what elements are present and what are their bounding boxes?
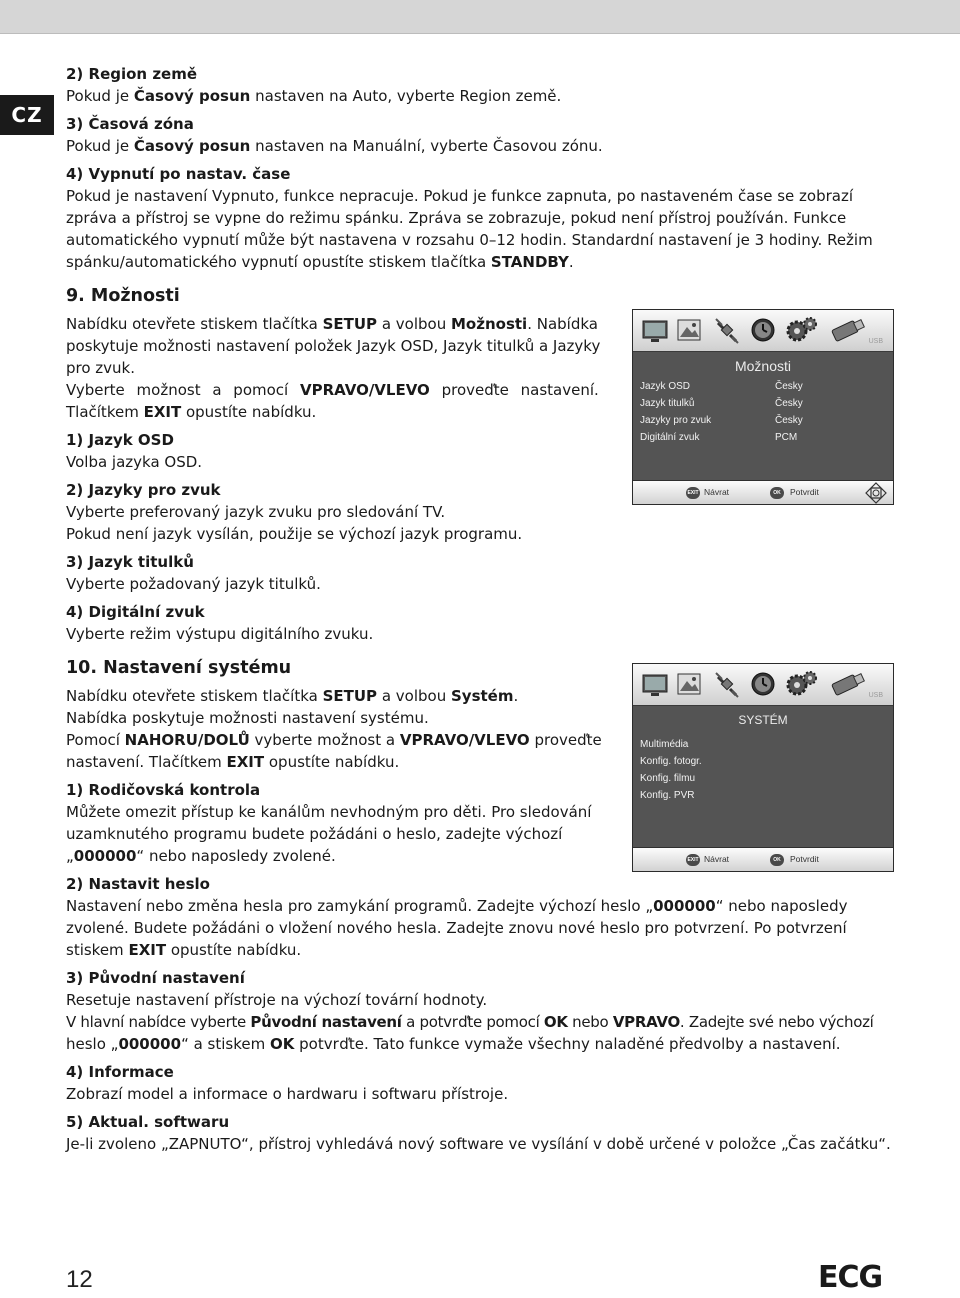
timezone-heading: 3) Časová zóna bbox=[66, 115, 194, 133]
set-password-heading: 2) Nastavit heslo bbox=[66, 875, 210, 893]
osd-system-screen bbox=[632, 663, 894, 872]
autooff-line-4: spánku/automatického vypnutí opustíte stiskem tlačítka STANDBY. bbox=[66, 253, 574, 271]
ok-key-icon: OK bbox=[770, 487, 784, 499]
osd-row-label[interactable]: Konfig. filmu bbox=[640, 773, 696, 784]
parental-line-2: uzamknutého programu budete požádáni o heslo, zadejte výchozí bbox=[66, 825, 563, 843]
password-line-1: Nastavení nebo změna hesla pro zamykání programů. Zadejte výchozí heslo „000000“ nebo naposledy bbox=[66, 897, 848, 915]
osd-language-heading: 1) Jazyk OSD bbox=[66, 431, 174, 449]
audio-language-heading: 2) Jazyky pro zvuk bbox=[66, 481, 221, 499]
s10-line-4: nastavení. Tlačítkem EXIT opustíte nabídku. bbox=[66, 753, 400, 771]
tv-icon bbox=[641, 669, 669, 699]
osd-row-label[interactable]: Jazyky pro zvuk bbox=[640, 415, 712, 426]
exit-key-icon: EXIT bbox=[686, 854, 700, 866]
osd-menu-icon-bar bbox=[633, 310, 893, 352]
satellite-icon bbox=[713, 669, 741, 699]
tv-icon bbox=[641, 315, 669, 345]
osd-row-value[interactable]: PCM bbox=[775, 432, 798, 443]
software-update-heading: 5) Aktual. softwaru bbox=[66, 1113, 230, 1131]
osd-options-screen bbox=[632, 309, 894, 505]
factory-reset-heading: 3) Původní nastavení bbox=[66, 969, 245, 987]
usb-icon bbox=[829, 669, 869, 699]
osd-row-value[interactable]: Česky bbox=[775, 381, 803, 392]
autooff-line-3: automatického vypnutí může být nastavena v rozsahu 0–12 hodin. Standardní nastavení je 3 hodiny. Režim bbox=[66, 231, 873, 249]
parental-line-3: „000000“ nebo naposledy zvolené. bbox=[66, 847, 336, 865]
osd-row-label[interactable]: Digitální zvuk bbox=[640, 432, 700, 443]
exit-key-icon: EXIT bbox=[686, 487, 700, 499]
osd-options-footer bbox=[633, 480, 893, 504]
top-strip bbox=[0, 0, 960, 34]
settings-gears-icon bbox=[783, 315, 819, 345]
s10-line-3: Pomocí NAHORU/DOLŮ vyberte možnost a VPRAVO/VLEVO proveďte bbox=[66, 731, 602, 749]
password-line-3: stiskem EXIT opustíte nabídku. bbox=[66, 941, 302, 959]
autooff-line-2: zpráva a přístroj se vypne do režimu spánku. Zpráva se zobrazuje, pokud není přístroj používán. Funkce bbox=[66, 209, 847, 227]
software-update-text: Je-li zvoleno „ZAPNUTO“, přístroj vyhledává nový software ve vysílání v době určené v položce „Čas začátku“. bbox=[66, 1135, 891, 1153]
osd-row-label[interactable]: Multimédia bbox=[640, 739, 689, 750]
subtitle-language-heading: 3) Jazyk titulků bbox=[66, 553, 194, 571]
s10-line-2: Nabídka poskytuje možnosti nastavení systému. bbox=[66, 709, 429, 727]
digital-audio-text: Vyberte režim výstupu digitálního zvuku. bbox=[66, 625, 374, 643]
osd-system-title: SYSTÉM bbox=[738, 713, 788, 727]
usb-label: USB bbox=[868, 692, 883, 699]
digital-audio-heading: 4) Digitální zvuk bbox=[66, 603, 205, 621]
confirm-label: Potvrdit bbox=[790, 487, 819, 497]
ok-key-icon: OK bbox=[770, 854, 784, 866]
brand-logo: ECG bbox=[818, 1260, 883, 1295]
reset-line-2: V hlavní nabídce vyberte Původní nastavení a potvrďte pomocí OK nebo VPRAVO. Zadejte své nebo výchozí bbox=[66, 1013, 874, 1031]
audio-language-text-1: Vyberte preferovaný jazyk zvuku pro sledování TV. bbox=[66, 503, 446, 521]
reset-line-3: heslo „000000“ a stiskem OK potvrďte. Tato funkce vymaže všechny naladěné předvolby a nastavení. bbox=[66, 1035, 841, 1053]
osd-menu-icon-bar bbox=[633, 664, 893, 706]
osd-system-footer bbox=[633, 847, 893, 871]
section-10-heading: 10. Nastavení systému bbox=[66, 658, 292, 678]
information-heading: 4) Informace bbox=[66, 1063, 174, 1081]
s9-line-2: poskytuje možnosti nastavení položek Jazyk OSD, Jazyk titulků a Jazyky bbox=[66, 337, 601, 355]
timezone-text: Pokud je Časový posun nastaven na Manuální, vyberte Časovou zónu. bbox=[66, 137, 603, 155]
usb-icon bbox=[829, 315, 869, 345]
page-number: 12 bbox=[66, 1266, 93, 1293]
osd-row-value[interactable]: Česky bbox=[775, 415, 803, 426]
s9-line-5: Tlačítkem EXIT opustíte nabídku. bbox=[66, 403, 317, 421]
picture-icon bbox=[675, 315, 703, 345]
osd-row-label[interactable]: Jazyk titulků bbox=[640, 398, 695, 409]
autooff-heading: 4) Vypnutí po nastav. čase bbox=[66, 165, 291, 183]
osd-row-label[interactable]: Konfig. fotogr. bbox=[640, 756, 702, 767]
parental-line-1: Můžete omezit přístup ke kanálům nevhodným pro děti. Pro sledování bbox=[66, 803, 592, 821]
region-text: Pokud je Časový posun nastaven na Auto, vyberte Region země. bbox=[66, 87, 562, 105]
reset-line-1: Resetuje nastavení přístroje na výchozí tovární hodnoty. bbox=[66, 991, 488, 1009]
back-label: Návrat bbox=[704, 854, 730, 864]
audio-language-text-2: Pokud není jazyk vysílán, použije se výchozí jazyk programu. bbox=[66, 525, 523, 543]
language-tab: CZ bbox=[0, 95, 54, 135]
s9-line-4: Vyberte možnost a pomocí VPRAVO/VLEVO proveďte nastavení. bbox=[66, 381, 599, 399]
clock-icon bbox=[749, 315, 777, 345]
confirm-label: Potvrdit bbox=[790, 854, 819, 864]
osd-row-label[interactable]: Konfig. PVR bbox=[640, 790, 695, 801]
satellite-icon bbox=[713, 315, 741, 345]
back-label: Návrat bbox=[704, 487, 730, 497]
parental-control-heading: 1) Rodičovská kontrola bbox=[66, 781, 261, 799]
clock-icon bbox=[749, 669, 777, 699]
password-line-2: zvolené. Budete požádáni o vložení nového hesla. Zadejte znovu nové heslo pro potvrzení. Po potvrzení bbox=[66, 919, 847, 937]
s9-line-1: Nabídku otevřete stiskem tlačítka SETUP a volbou Možnosti. Nabídka bbox=[66, 315, 598, 333]
autooff-line-1: Pokud je nastavení Vypnuto, funkce nepracuje. Pokud je funkce zapnuta, po nastaveném čase se zobrazí bbox=[66, 187, 854, 205]
picture-icon bbox=[675, 669, 703, 699]
navigation-dpad-icon bbox=[865, 482, 887, 504]
osd-options-title: Možnosti bbox=[734, 358, 792, 374]
osd-row-value[interactable]: Česky bbox=[775, 398, 803, 409]
settings-gears-icon bbox=[783, 669, 819, 699]
region-heading: 2) Region země bbox=[66, 65, 198, 83]
osd-language-text: Volba jazyka OSD. bbox=[66, 453, 203, 471]
subtitle-language-text: Vyberte požadovaný jazyk titulků. bbox=[66, 575, 321, 593]
section-9-heading: 9. Možnosti bbox=[66, 286, 180, 306]
osd-row-label[interactable]: Jazyk OSD bbox=[640, 381, 691, 392]
usb-label: USB bbox=[868, 338, 883, 345]
s10-line-1: Nabídku otevřete stiskem tlačítka SETUP a volbou Systém. bbox=[66, 687, 519, 705]
s9-line-3: pro zvuk. bbox=[66, 359, 136, 377]
information-text: Zobrazí model a informace o hardwaru i softwaru přístroje. bbox=[66, 1085, 509, 1103]
